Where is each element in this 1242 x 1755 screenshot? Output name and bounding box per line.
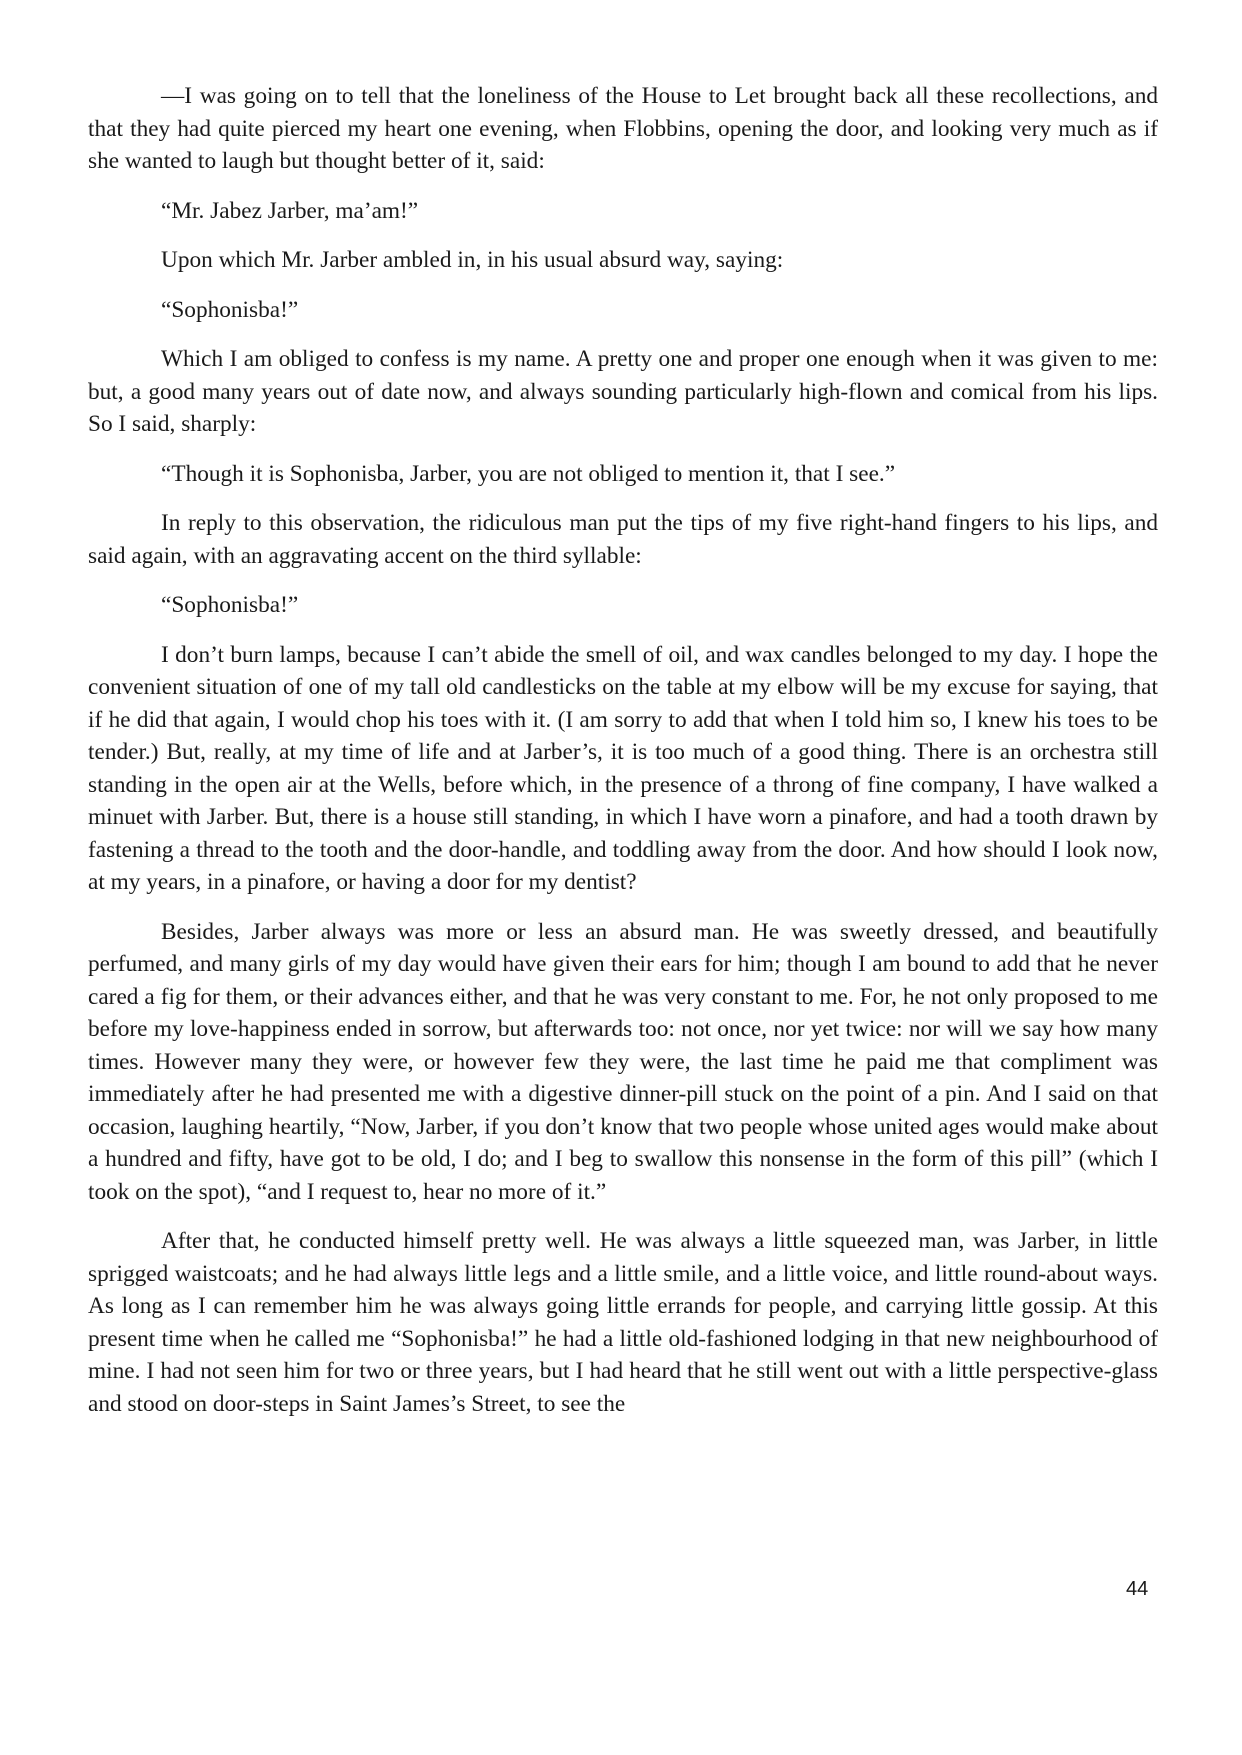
paragraph: After that, he conducted himself pretty well. He was always a little squeezed man, was Jarber, in little sprigged waistcoats; and he had always little legs and a little smile, and a little voice, and little round-about ways. As long as I can remember him he was always going little errands for people, and carrying little gossip. At this present time when he called me “Sophonisba!” he had a little old-fashioned lodging in that new neighbourhood of mine. I had not seen him for two or three years, but I had heard that he still went out with a little perspective-glass and stood on door-steps in Saint James’s Street, to see the	[88, 1228, 1158, 1417]
paragraph: I don’t burn lamps, because I can’t abide the smell of oil, and wax candles belonged to my day. I hope the convenient situation of one of my tall old candlesticks on the table at my elbow will be my excuse for saying, that if he did that again, I would chop his toes with it. (I am sorry to add that when I told him so, I knew his toes to be tender.) But, really, at my time of life and at Jarber’s, it is too much of a good thing. There is an orchestra still standing in the open air at the Wells, before which, in the presence of a throng of fine company, I have walked a minuet with Jarber. But, there is a house still standing, in which I have worn a pinafore, and had a tooth drawn by fastening a thread to the tooth and the door-handle, and toddling away from the door. And how should I look now, at my years, in a pinafore, or having a door for my dentist?	[88, 641, 1158, 895]
paragraph: Which I am obliged to confess is my name. A pretty one and proper one enough when it was given to me: but, a good many years out of date now, and always sounding particularly high-flown and comical from his lips. So I said, sharply:	[88, 346, 1158, 437]
paragraph: “Sophonisba!”	[161, 296, 299, 323]
paragraph: “Though it is Sophonisba, Jarber, you are not obliged to mention it, that I see.”	[161, 460, 896, 487]
page-body	[88, 80, 1158, 1437]
paragraph: “Mr. Jabez Jarber, ma’am!”	[161, 197, 419, 224]
paragraph: Upon which Mr. Jarber ambled in, in his usual absurd way, saying:	[161, 247, 784, 273]
paragraph: Besides, Jarber always was more or less an absurd man. He was sweetly dressed, and beautifully perfumed, and many girls of my day would have given their ears for him; though I am bound to add that he never cared a fig for them, or their advances either, and that he was very constant to me. For, he not only proposed to me before my love-happiness ended in sorrow, but afterwards too: not once, nor yet twice: nor will we say how many times. However many they were, or however few they were, the last time he paid me that compliment was immediately after he had presented me with a digestive dinner-pill stuck on the point of a pin. And I said on that occasion, laughing heartily, “Now, Jarber, if you don’t know that two people whose united ages would make about a hundred and fifty, have got to be old, I do; and I beg to swallow this nonsense in the form of this pill” (which I took on the spot), “and I request to, hear no more of it.”	[88, 918, 1158, 1205]
paragraph: —I was going on to tell that the loneliness of the House to Let brought back all these recollections, and that they had quite pierced my heart one evening, when Flobbins, opening the door, and looking very much as if she wanted to laugh but thought better of it, said:	[88, 83, 1158, 174]
paragraph: “Sophonisba!”	[161, 592, 299, 618]
paragraph: In reply to this observation, the ridiculous man put the tips of my five right-hand fingers to his lips, and said again, with an aggravating accent on the third syllable:	[88, 510, 1158, 569]
page-number: 44	[1126, 1578, 1149, 1600]
